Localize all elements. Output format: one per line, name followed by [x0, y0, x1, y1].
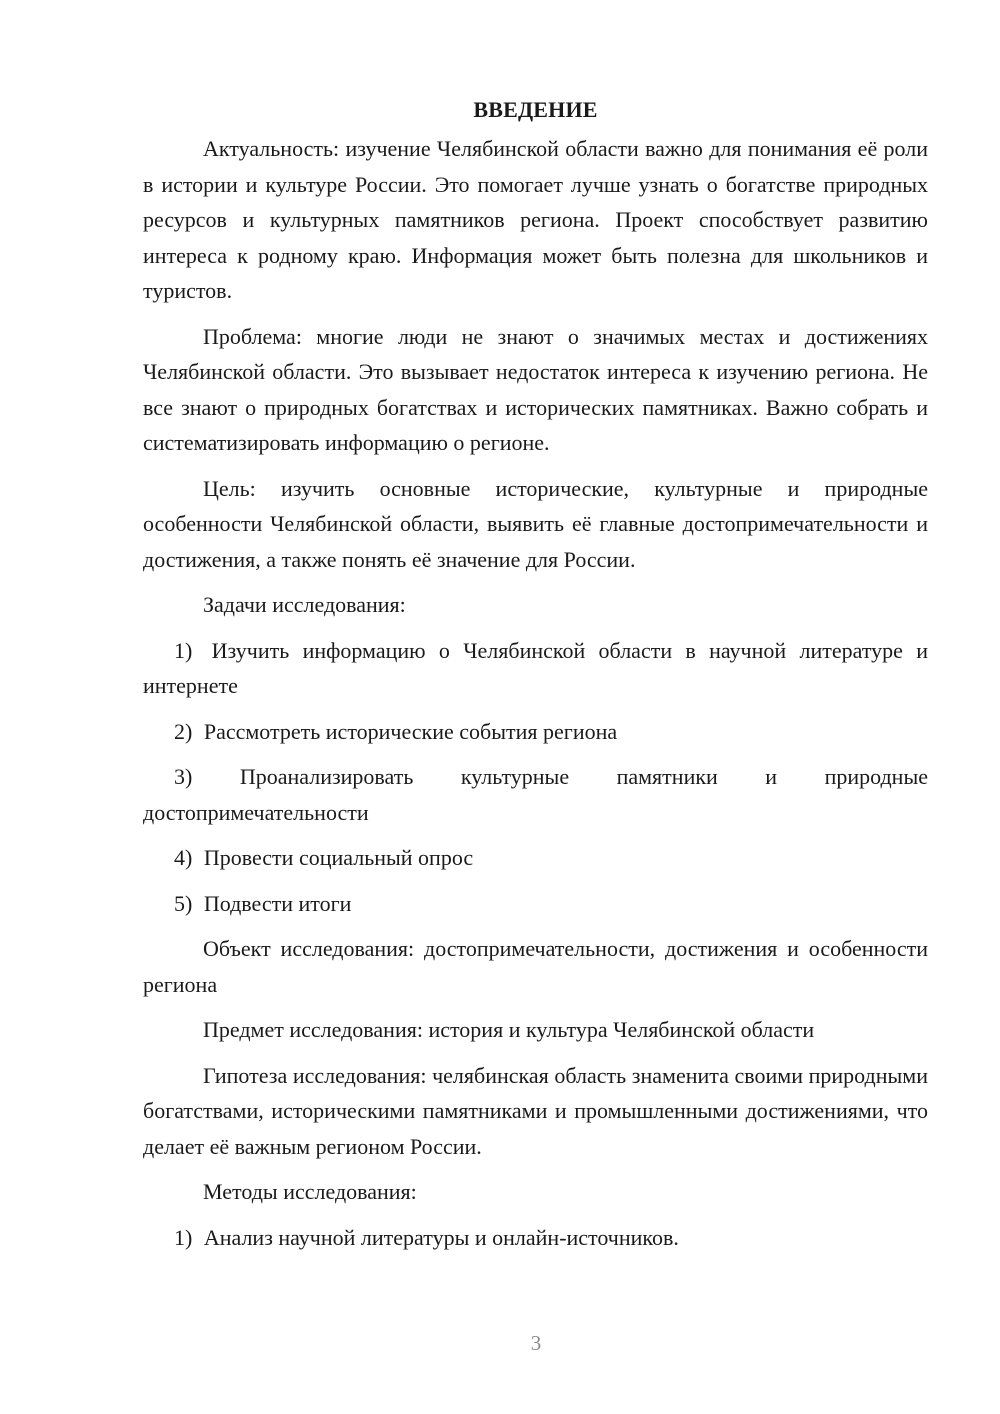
task-number: 2) — [174, 718, 193, 744]
method-text: Анализ научной литературы и онлайн-источников. — [203, 1224, 679, 1250]
task-item-4 — [143, 840, 928, 876]
object-paragraph: Объект исследования: достопримечательности, достижения и особенности региона — [143, 936, 928, 997]
task-number: 4) — [174, 845, 193, 870]
task-number: 1) — [174, 637, 193, 663]
methods-heading: Методы исследования: — [203, 1179, 417, 1204]
task-item-1 — [143, 633, 928, 704]
task-item-5 — [143, 886, 928, 922]
hypothesis-paragraph: Гипотеза исследования: челябинская область знаменита своими природными богатствами, историческими памятниками и промышленными достижениями, что делает её важным регионом России. — [143, 1062, 928, 1159]
task-text: Провести социальный опрос — [203, 845, 474, 870]
task-item-2 — [143, 714, 928, 750]
page-title: ВВЕДЕНИЕ — [473, 97, 598, 122]
subject-paragraph: Предмет исследования: история и культура Челябинской области — [203, 1017, 815, 1042]
task-text: Проанализировать культурные памятники и природные достопримечательности — [143, 764, 928, 825]
task-item-3 — [143, 759, 928, 830]
goal-paragraph: Цель: изучить основные исторические, культурные и природные особенности Челябинской области, выявить её главные достопримечательности и достижения, а также понять её значение для России. — [143, 475, 928, 572]
problem-paragraph: Проблема: многие люди не знают о значимых местах и достижениях Челябинской области. Это вызывает недостаток интереса к изучению региона. Не все знают о природных богатствах и исторических памятниках. Важно собрать и систематизировать информацию о регионе. — [143, 323, 928, 455]
task-number: 3) — [174, 764, 193, 789]
method-number: 1) — [174, 1224, 193, 1250]
page-number: 3 — [530, 1331, 542, 1355]
tasks-heading: Задачи исследования: — [203, 592, 406, 617]
relevance-paragraph: Актуальность: изучение Челябинской области важно для понимания её роли в истории и культуре России. Это помогает лучше узнать о богатстве природных ресурсов и культурных памятников региона. Проект способствует развитию интереса к родному краю. Информация может быть полезна для школьников и туристов. — [143, 136, 928, 303]
task-text: Изучить информацию о Челябинской области в научной литературе и интернете — [143, 637, 929, 698]
method-item-1 — [143, 1220, 928, 1256]
task-text: Рассмотреть исторические события региона — [203, 718, 618, 744]
task-number: 5) — [174, 890, 193, 916]
task-text: Подвести итоги — [203, 890, 352, 916]
document-page — [143, 90, 928, 1265]
